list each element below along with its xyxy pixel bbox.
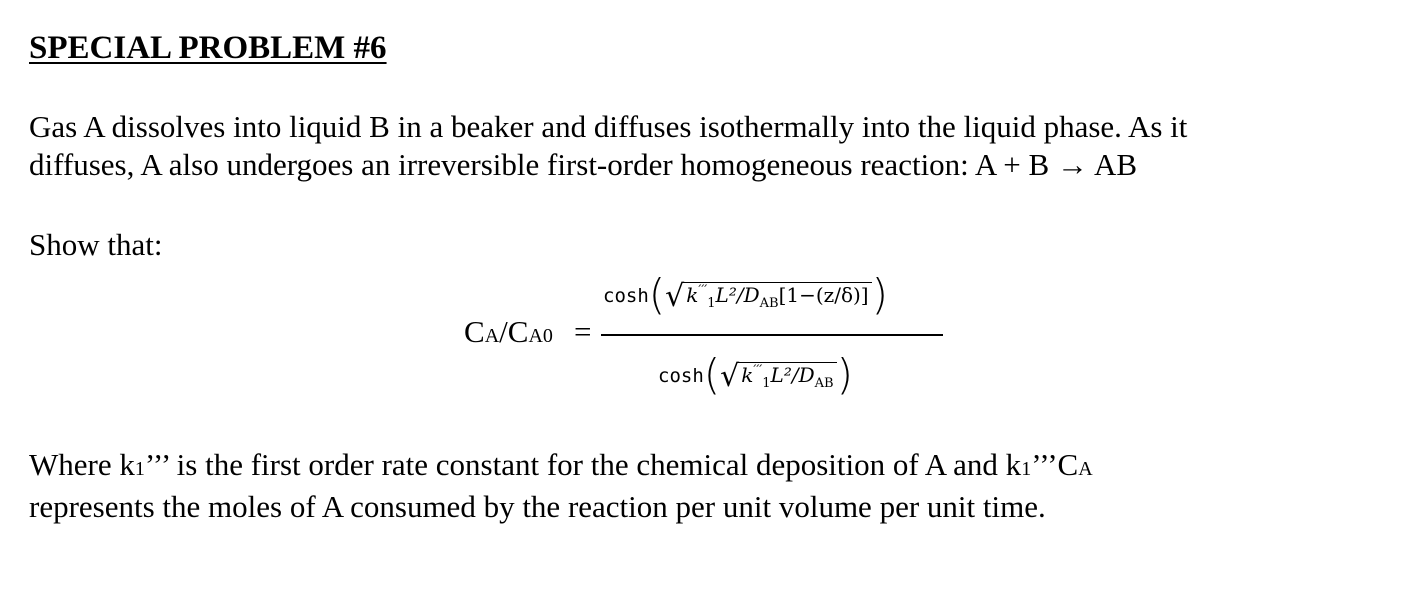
conclusion xyxy=(29,446,1379,526)
conclusion-line-1: Where k1’’’ is the first order rate constant for the chemical deposition of A and k1’’’CA xyxy=(29,447,1093,482)
equals-sign: = xyxy=(574,314,592,349)
fraction-bar xyxy=(601,334,943,336)
statement-line-2: diffuses, A also undergoes an irreversible first-order homogeneous reaction: A + B → AB xyxy=(29,147,1138,182)
conclusion-line-2: represents the moles of A consumed by the reaction per unit volume per unit time. xyxy=(29,489,1046,524)
equation-denominator: cosh(√ $k'''_1L^2/D_{AB}$) xyxy=(658,350,853,399)
equation-numerator: cosh(√ $k'''_1L^2/D_{AB}[1-(z/\delta)]$) xyxy=(603,270,888,319)
statement-line-1: Gas A dissolves into liquid B in a beaker and diffuses isothermally into the liquid phase. As it xyxy=(29,109,1188,144)
show-that-label: Show that: xyxy=(29,227,163,262)
problem-statement xyxy=(29,108,1379,184)
equation-lhs: CA/CA0 xyxy=(464,314,553,349)
page-title: SPECIAL PROBLEM #6 xyxy=(29,30,387,66)
